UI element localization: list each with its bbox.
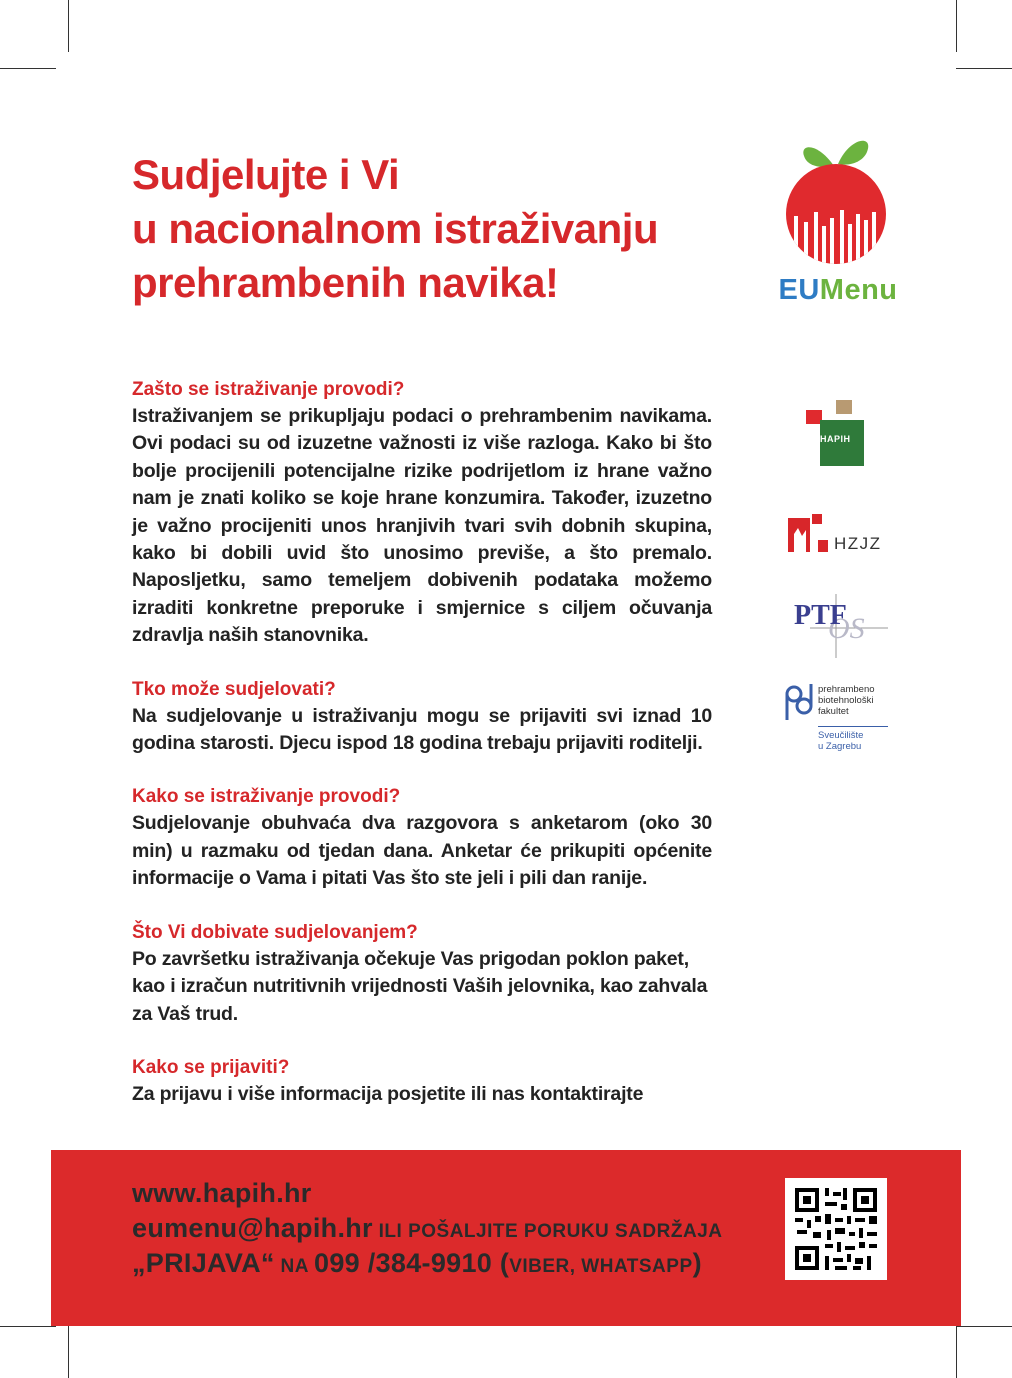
hapih-logo: [806, 400, 866, 468]
email-suffix: ILI POŠALJITE PORUKU SADRŽAJA: [372, 1221, 723, 1242]
crop-mark: [956, 1326, 957, 1378]
section-heading: Što Vi dobivate sudjelovanjem?: [132, 921, 418, 943]
section-body: Po završetku istraživanja očekuje Vas prigodan poklon paket, kao i izračun nutritivnih vrijednosti Vaših jelovnika, kao zahvala za Vaš trud.: [132, 947, 708, 1025]
title-line: Sudjelujte i Vi: [132, 151, 400, 198]
website-link[interactable]: www.hapih.hr: [132, 1178, 312, 1208]
section-how: [132, 783, 712, 892]
main-content: [132, 376, 712, 1134]
crop-mark: [956, 1326, 1012, 1327]
qr-code-icon: [785, 1178, 887, 1280]
crop-mark: [956, 0, 957, 52]
eumenu-wordmark: [776, 274, 900, 307]
divider: [818, 726, 888, 727]
title-line: prehrambenih navika!: [132, 259, 559, 306]
contact-lines: [132, 1178, 723, 1283]
pbf-line: fakultet: [818, 706, 849, 717]
pbf-university: u Zagrebu: [818, 741, 862, 752]
apps-open: (: [492, 1248, 510, 1278]
eumenu-logo: [776, 130, 900, 310]
hzjz-logo: [788, 514, 888, 558]
crop-mark: [956, 68, 1012, 69]
website-line: [132, 1178, 723, 1213]
section-who: [132, 676, 712, 758]
hapih-label: HAPIH: [820, 434, 851, 444]
crop-mark: [0, 1326, 56, 1327]
section-heading: Zašto se istraživanje provodi?: [132, 379, 405, 400]
phone-line: [132, 1248, 723, 1283]
eumenu-eu: EU: [778, 274, 820, 306]
qr-code[interactable]: [785, 1178, 887, 1280]
section-body: Sudjelovanje obuhvaća dva razgovora s anketarom (oko 30 min) u razmaku od tjedan dana. Anketar će prikupiti općenite informacije o Vama i pitati Vas što ste jeli i pili dan ranije.: [132, 812, 712, 890]
section-heading: Kako se istraživanje provodi?: [132, 786, 401, 808]
section-heading: Kako se prijaviti?: [132, 1056, 290, 1078]
crop-mark: [68, 1326, 69, 1378]
hzjz-mark-icon: [788, 514, 832, 558]
ptf-main: PTF: [794, 600, 847, 631]
crop-mark: [0, 68, 56, 69]
pbf-line: prehrambeno: [818, 684, 875, 695]
pbf-logo: [784, 682, 904, 756]
section-apply: [132, 1054, 712, 1108]
pbf-mark-icon: [784, 682, 816, 722]
email-link[interactable]: eumenu@hapih.hr: [132, 1213, 373, 1243]
hzjz-label: HZJZ: [834, 534, 882, 553]
section-benefits: [132, 919, 712, 1028]
pbf-line: biotehnološki: [818, 695, 874, 706]
keyword: „PRIJAVA“: [132, 1248, 275, 1278]
apps-close: ): [692, 1248, 702, 1278]
section-body: Na sudjelovanje u istraživanju mogu se prijaviti svi iznad 10 godina starosti. Djecu ispod 18 godina trebaju prijaviti roditelji.: [132, 704, 712, 755]
contact-footer: [51, 1150, 961, 1326]
na-text: NA: [274, 1256, 315, 1277]
pbf-university: Sveučilište: [818, 730, 864, 741]
section-why: [132, 376, 712, 650]
email-line: [132, 1213, 723, 1248]
eumenu-menu: Menu: [819, 274, 898, 306]
section-heading: Tko može sudjelovati?: [132, 678, 336, 700]
ptf-sub: OS: [828, 612, 865, 645]
ptf-logo: [780, 594, 890, 658]
section-body: Za prijavu i više informacija posjetite ili nas kontaktirajte: [132, 1082, 644, 1105]
page-title: [132, 148, 752, 310]
apps-text: VIBER, WHATSAPP: [509, 1256, 693, 1277]
phone-number[interactable]: 099 /384-9910: [314, 1248, 493, 1278]
tomato-icon: [776, 130, 900, 270]
crop-mark: [68, 0, 69, 52]
title-line: u nacionalnom istraživanju: [132, 205, 659, 252]
section-body: Istraživanjem se prikupljaju podaci o prehrambenim navikama. Ovi podaci su od izuzetne važnosti iz više razloga. Kako bi što bolje procijenili potencijalne rizike podrijetlom iz hrane važno nam je znati koliko se koje hrane konzumira. Također, izuzetno je važno procijeniti unos hranjivih tvari svih dobnih skupina, kako bi dobili uvid što unosimo previše, a što premalo. Naposljetku, samo temeljem dobivenih podataka možemo izraditi konkretne preporuke i smjernice s ciljem očuvanja zdravlja naših stanovnika.: [132, 405, 712, 647]
